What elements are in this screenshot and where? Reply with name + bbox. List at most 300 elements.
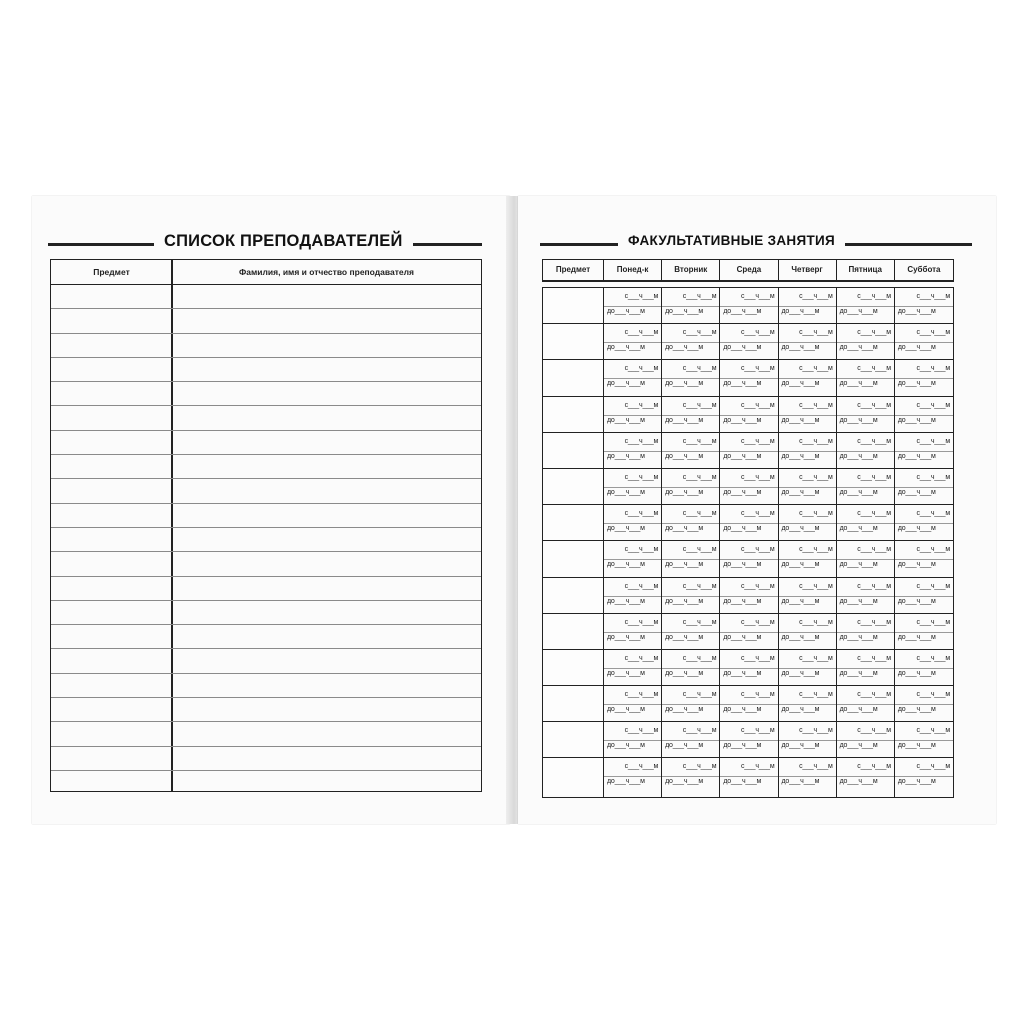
time-from-label: с___ч___м bbox=[740, 293, 775, 300]
day-column-thursday bbox=[779, 288, 837, 797]
time-divider bbox=[720, 559, 777, 560]
time-divider bbox=[779, 596, 836, 597]
time-to-label: до___ч___м bbox=[839, 706, 878, 714]
time-from-label: с___ч___м bbox=[682, 473, 717, 481]
time-divider bbox=[604, 559, 661, 560]
time-to-label: до___ч___м bbox=[607, 525, 645, 533]
time-cell bbox=[837, 722, 894, 758]
time-divider bbox=[779, 559, 836, 560]
time-from-label: с___ч___м bbox=[799, 582, 833, 590]
time-to-label: до___ч___м bbox=[839, 488, 878, 496]
time-divider bbox=[837, 632, 894, 633]
time-divider bbox=[720, 632, 777, 633]
time-from-label: с___ч___м bbox=[624, 654, 659, 662]
time-cell bbox=[779, 758, 836, 794]
time-from-label: с___ч___м bbox=[857, 546, 891, 554]
time-from-label: с___ч___м bbox=[624, 582, 659, 590]
time-cell bbox=[895, 360, 953, 396]
time-to-label: до___ч___м bbox=[897, 597, 936, 605]
table-row bbox=[51, 577, 481, 601]
time-divider bbox=[837, 342, 894, 343]
time-to-label: до___ч___м bbox=[839, 669, 878, 677]
table-row bbox=[51, 358, 481, 382]
time-from-label: с___ч___м bbox=[799, 473, 833, 481]
time-divider bbox=[604, 632, 661, 633]
time-cell bbox=[837, 397, 894, 433]
time-divider bbox=[604, 487, 661, 488]
time-divider bbox=[604, 378, 661, 379]
time-from-label: с___ч___м bbox=[682, 510, 717, 518]
time-divider bbox=[895, 559, 953, 560]
time-from-label: с___ч___м bbox=[682, 437, 717, 445]
time-to-label: до___ч___м bbox=[665, 669, 703, 677]
time-divider bbox=[779, 487, 836, 488]
time-to-label: до___ч___м bbox=[665, 380, 703, 388]
time-to-label: до___ч___м bbox=[897, 633, 936, 641]
time-cell bbox=[720, 288, 777, 324]
time-divider bbox=[779, 415, 836, 416]
table-row bbox=[51, 674, 481, 698]
time-from-label: с___ч___м bbox=[740, 654, 775, 662]
time-from-label: с___ч___м bbox=[916, 401, 950, 409]
time-to-label: до___ч___м bbox=[665, 597, 703, 605]
time-from-label: с___ч___м bbox=[857, 582, 891, 590]
time-cell bbox=[662, 469, 719, 505]
time-cell bbox=[779, 469, 836, 505]
notebook-spread bbox=[32, 196, 996, 824]
time-cell bbox=[895, 722, 953, 758]
subject-cell bbox=[543, 360, 603, 396]
time-from-label: с___ч___м bbox=[857, 401, 891, 409]
time-to-label: до___ч___м bbox=[723, 706, 762, 714]
time-to-label: до___ч___м bbox=[781, 561, 820, 569]
time-divider bbox=[779, 306, 836, 307]
time-from-label: с___ч___м bbox=[740, 510, 775, 518]
time-cell bbox=[604, 758, 661, 794]
time-divider bbox=[895, 451, 953, 452]
time-cell bbox=[604, 397, 661, 433]
time-cell bbox=[604, 541, 661, 577]
time-to-label: до___ч___м bbox=[665, 561, 703, 569]
time-from-label: с___ч___м bbox=[857, 437, 891, 445]
time-from-label: с___ч___м bbox=[682, 727, 717, 735]
time-divider bbox=[779, 523, 836, 524]
electives-table-header bbox=[542, 259, 954, 282]
time-cell bbox=[895, 324, 953, 360]
subject-column bbox=[543, 288, 604, 797]
time-cell bbox=[604, 288, 661, 324]
time-to-label: до___ч___м bbox=[781, 344, 820, 352]
column-header-tuesday: Вторник bbox=[662, 260, 720, 281]
time-divider bbox=[779, 451, 836, 452]
time-divider bbox=[779, 632, 836, 633]
table-row bbox=[51, 601, 481, 625]
time-divider bbox=[895, 487, 953, 488]
time-cell bbox=[662, 541, 719, 577]
time-from-label: с___ч___м bbox=[916, 293, 950, 300]
time-divider bbox=[837, 704, 894, 705]
time-divider bbox=[837, 306, 894, 307]
time-cell bbox=[720, 541, 777, 577]
time-to-label: до___ч___м bbox=[839, 561, 878, 569]
time-divider bbox=[604, 668, 661, 669]
time-cell bbox=[662, 578, 719, 614]
time-divider bbox=[604, 740, 661, 741]
time-cell bbox=[662, 614, 719, 650]
day-column-friday bbox=[837, 288, 895, 797]
time-divider bbox=[779, 378, 836, 379]
time-divider bbox=[837, 487, 894, 488]
time-from-label: с___ч___м bbox=[916, 691, 950, 699]
time-to-label: до___ч___м bbox=[723, 308, 762, 315]
time-divider bbox=[779, 342, 836, 343]
time-divider bbox=[837, 668, 894, 669]
time-divider bbox=[837, 740, 894, 741]
time-divider bbox=[662, 306, 719, 307]
time-to-label: до___ч___м bbox=[897, 380, 936, 388]
time-from-label: с___ч___м bbox=[799, 546, 833, 554]
time-to-label: до___ч___м bbox=[781, 742, 820, 750]
table-row bbox=[51, 479, 481, 503]
time-cell bbox=[604, 650, 661, 686]
time-from-label: с___ч___м bbox=[799, 763, 833, 771]
time-to-label: до___ч___м bbox=[607, 488, 645, 496]
table-row bbox=[51, 771, 481, 795]
time-cell bbox=[837, 288, 894, 324]
time-cell bbox=[837, 541, 894, 577]
time-cell bbox=[779, 324, 836, 360]
time-cell bbox=[604, 578, 661, 614]
time-from-label: с___ч___м bbox=[799, 329, 833, 337]
time-to-label: до___ч___м bbox=[607, 633, 645, 641]
day-column-wednesday bbox=[720, 288, 778, 797]
time-to-label: до___ч___м bbox=[839, 742, 878, 750]
time-to-label: до___ч___м bbox=[897, 416, 936, 424]
time-to-label: до___ч___м bbox=[839, 308, 878, 315]
time-to-label: до___ч___м bbox=[607, 380, 645, 388]
time-divider bbox=[720, 740, 777, 741]
time-from-label: с___ч___м bbox=[624, 437, 659, 445]
time-divider bbox=[720, 523, 777, 524]
time-from-label: с___ч___м bbox=[857, 473, 891, 481]
time-cell bbox=[604, 324, 661, 360]
time-divider bbox=[662, 342, 719, 343]
time-divider bbox=[604, 776, 661, 777]
time-from-label: с___ч___м bbox=[740, 582, 775, 590]
time-cell bbox=[720, 758, 777, 794]
day-column-monday bbox=[604, 288, 662, 797]
time-cell bbox=[720, 433, 777, 469]
time-cell bbox=[837, 505, 894, 541]
time-divider bbox=[779, 704, 836, 705]
time-divider bbox=[895, 668, 953, 669]
time-from-label: с___ч___м bbox=[916, 510, 950, 518]
time-from-label: с___ч___м bbox=[799, 293, 833, 300]
time-cell bbox=[895, 541, 953, 577]
table-row bbox=[51, 552, 481, 576]
time-from-label: с___ч___м bbox=[916, 727, 950, 735]
time-divider bbox=[662, 451, 719, 452]
table-row bbox=[51, 285, 481, 309]
time-divider bbox=[895, 342, 953, 343]
time-divider bbox=[662, 596, 719, 597]
time-cell bbox=[779, 614, 836, 650]
time-to-label: до___ч___м bbox=[607, 597, 645, 605]
time-from-label: с___ч___м bbox=[682, 691, 717, 699]
time-to-label: до___ч___м bbox=[897, 452, 936, 460]
time-to-label: до___ч___м bbox=[897, 344, 936, 352]
time-divider bbox=[604, 451, 661, 452]
time-from-label: с___ч___м bbox=[740, 365, 775, 373]
time-divider bbox=[720, 596, 777, 597]
teachers-table bbox=[50, 259, 482, 792]
subject-cell bbox=[543, 578, 603, 614]
time-to-label: до___ч___м bbox=[839, 380, 878, 388]
time-divider bbox=[662, 776, 719, 777]
time-to-label: до___ч___м bbox=[665, 525, 703, 533]
time-to-label: до___ч___м bbox=[897, 706, 936, 714]
time-divider bbox=[779, 776, 836, 777]
time-cell bbox=[662, 686, 719, 722]
time-from-label: с___ч___м bbox=[740, 473, 775, 481]
teachers-table-rows bbox=[51, 285, 481, 791]
table-row bbox=[51, 504, 481, 528]
table-row bbox=[51, 722, 481, 746]
right-page-title: ФАКУЛЬТАТИВНЫЕ ЗАНЯТИЯ bbox=[618, 233, 845, 248]
time-cell bbox=[837, 469, 894, 505]
time-to-label: до___ч___м bbox=[665, 778, 703, 786]
time-from-label: с___ч___м bbox=[857, 293, 891, 300]
time-cell bbox=[895, 614, 953, 650]
time-from-label: с___ч___м bbox=[624, 365, 659, 373]
time-cell bbox=[662, 324, 719, 360]
time-from-label: с___ч___м bbox=[799, 618, 833, 626]
time-to-label: до___ч___м bbox=[781, 633, 820, 641]
subject-cell bbox=[543, 758, 603, 794]
subject-cell bbox=[543, 469, 603, 505]
time-from-label: с___ч___м bbox=[740, 546, 775, 554]
time-cell bbox=[837, 324, 894, 360]
time-divider bbox=[720, 378, 777, 379]
time-cell bbox=[779, 722, 836, 758]
time-from-label: с___ч___м bbox=[624, 618, 659, 626]
time-cell bbox=[604, 722, 661, 758]
subject-cell bbox=[543, 433, 603, 469]
time-to-label: до___ч___м bbox=[781, 308, 820, 315]
column-header-friday: Пятница bbox=[837, 260, 895, 281]
time-to-label: до___ч___м bbox=[607, 344, 645, 352]
time-from-label: с___ч___м bbox=[916, 365, 950, 373]
time-from-label: с___ч___м bbox=[682, 654, 717, 662]
time-divider bbox=[720, 415, 777, 416]
time-divider bbox=[837, 776, 894, 777]
time-cell bbox=[604, 433, 661, 469]
time-cell bbox=[779, 578, 836, 614]
time-to-label: до___ч___м bbox=[665, 488, 703, 496]
time-from-label: с___ч___м bbox=[916, 654, 950, 662]
time-cell bbox=[604, 505, 661, 541]
time-divider bbox=[720, 306, 777, 307]
time-divider bbox=[720, 704, 777, 705]
time-from-label: с___ч___м bbox=[799, 727, 833, 735]
time-from-label: с___ч___м bbox=[857, 691, 891, 699]
time-to-label: до___ч___м bbox=[723, 633, 762, 641]
time-to-label: до___ч___м bbox=[665, 706, 703, 714]
time-divider bbox=[720, 342, 777, 343]
time-cell bbox=[720, 650, 777, 686]
time-divider bbox=[779, 668, 836, 669]
time-from-label: с___ч___м bbox=[740, 691, 775, 699]
time-from-label: с___ч___м bbox=[740, 763, 775, 771]
day-column-saturday bbox=[895, 288, 953, 797]
time-divider bbox=[720, 776, 777, 777]
time-cell bbox=[895, 433, 953, 469]
time-from-label: с___ч___м bbox=[799, 365, 833, 373]
time-from-label: с___ч___м bbox=[740, 618, 775, 626]
time-to-label: до___ч___м bbox=[781, 706, 820, 714]
table-row bbox=[51, 382, 481, 406]
time-cell bbox=[720, 505, 777, 541]
time-divider bbox=[720, 668, 777, 669]
time-to-label: до___ч___м bbox=[723, 488, 762, 496]
time-to-label: до___ч___м bbox=[839, 416, 878, 424]
table-row bbox=[51, 698, 481, 722]
time-from-label: с___ч___м bbox=[799, 510, 833, 518]
time-divider bbox=[895, 378, 953, 379]
time-cell bbox=[604, 360, 661, 396]
time-from-label: с___ч___м bbox=[857, 329, 891, 337]
time-to-label: до___ч___м bbox=[723, 742, 762, 750]
time-to-label: до___ч___м bbox=[607, 308, 645, 315]
time-cell bbox=[779, 288, 836, 324]
time-divider bbox=[662, 632, 719, 633]
time-to-label: до___ч___м bbox=[723, 380, 762, 388]
time-to-label: до___ч___м bbox=[839, 633, 878, 641]
subject-cell bbox=[543, 614, 603, 650]
time-from-label: с___ч___м bbox=[857, 510, 891, 518]
time-to-label: до___ч___м bbox=[781, 488, 820, 496]
time-divider bbox=[604, 306, 661, 307]
time-to-label: до___ч___м bbox=[839, 344, 878, 352]
time-to-label: до___ч___м bbox=[723, 344, 762, 352]
time-to-label: до___ч___м bbox=[897, 669, 936, 677]
time-to-label: до___ч___м bbox=[723, 416, 762, 424]
time-to-label: до___ч___м bbox=[781, 778, 820, 786]
time-to-label: до___ч___м bbox=[781, 669, 820, 677]
time-cell bbox=[720, 324, 777, 360]
time-cell bbox=[895, 288, 953, 324]
time-from-label: с___ч___м bbox=[624, 727, 659, 735]
time-to-label: до___ч___м bbox=[665, 416, 703, 424]
subject-cell bbox=[543, 288, 603, 324]
time-cell bbox=[662, 433, 719, 469]
time-to-label: до___ч___м bbox=[897, 561, 936, 569]
subject-cell bbox=[543, 722, 603, 758]
time-from-label: с___ч___м bbox=[740, 437, 775, 445]
time-cell bbox=[837, 360, 894, 396]
time-to-label: до___ч___м bbox=[897, 525, 936, 533]
time-divider bbox=[604, 523, 661, 524]
time-from-label: с___ч___м bbox=[916, 473, 950, 481]
time-from-label: с___ч___м bbox=[740, 401, 775, 409]
time-to-label: до___ч___м bbox=[781, 597, 820, 605]
column-header-wednesday: Среда bbox=[720, 260, 778, 281]
time-to-label: до___ч___м bbox=[897, 488, 936, 496]
day-column-tuesday bbox=[662, 288, 720, 797]
time-divider bbox=[662, 523, 719, 524]
time-to-label: до___ч___м bbox=[839, 778, 878, 786]
time-divider bbox=[662, 704, 719, 705]
time-from-label: с___ч___м bbox=[682, 365, 717, 373]
time-divider bbox=[895, 776, 953, 777]
time-divider bbox=[662, 487, 719, 488]
time-divider bbox=[837, 378, 894, 379]
electives-table-body bbox=[542, 287, 954, 798]
time-from-label: с___ч___м bbox=[799, 691, 833, 699]
time-to-label: до___ч___м bbox=[897, 778, 936, 786]
time-cell bbox=[895, 469, 953, 505]
time-from-label: с___ч___м bbox=[682, 293, 717, 300]
time-cell bbox=[779, 686, 836, 722]
time-from-label: с___ч___м bbox=[857, 727, 891, 735]
time-divider bbox=[837, 559, 894, 560]
time-to-label: до___ч___м bbox=[723, 597, 762, 605]
time-cell bbox=[779, 360, 836, 396]
time-divider bbox=[895, 415, 953, 416]
time-to-label: до___ч___м bbox=[607, 742, 645, 750]
time-from-label: с___ч___м bbox=[624, 691, 659, 699]
time-to-label: до___ч___м bbox=[723, 669, 762, 677]
time-cell bbox=[837, 433, 894, 469]
time-to-label: до___ч___м bbox=[781, 416, 820, 424]
time-cell bbox=[779, 433, 836, 469]
time-divider bbox=[837, 451, 894, 452]
time-cell bbox=[662, 650, 719, 686]
time-cell bbox=[779, 650, 836, 686]
table-row bbox=[51, 747, 481, 771]
table-row bbox=[51, 649, 481, 673]
time-cell bbox=[779, 505, 836, 541]
column-header-subject: Предмет bbox=[543, 260, 604, 281]
table-row bbox=[51, 528, 481, 552]
time-cell bbox=[720, 360, 777, 396]
time-from-label: с___ч___м bbox=[624, 546, 659, 554]
time-cell bbox=[662, 722, 719, 758]
time-divider bbox=[604, 596, 661, 597]
time-cell bbox=[604, 686, 661, 722]
time-from-label: с___ч___м bbox=[624, 510, 659, 518]
time-from-label: с___ч___м bbox=[916, 329, 950, 337]
right-page-heading bbox=[540, 232, 972, 252]
time-to-label: до___ч___м bbox=[897, 308, 936, 315]
time-cell bbox=[720, 469, 777, 505]
time-cell bbox=[720, 686, 777, 722]
time-to-label: до___ч___м bbox=[607, 778, 645, 786]
time-to-label: до___ч___м bbox=[607, 452, 645, 460]
time-divider bbox=[895, 523, 953, 524]
time-divider bbox=[895, 740, 953, 741]
time-from-label: с___ч___м bbox=[857, 618, 891, 626]
time-to-label: до___ч___м bbox=[665, 633, 703, 641]
time-divider bbox=[779, 740, 836, 741]
time-cell bbox=[604, 469, 661, 505]
time-cell bbox=[895, 686, 953, 722]
time-cell bbox=[779, 541, 836, 577]
time-to-label: до___ч___м bbox=[723, 525, 762, 533]
subject-cell bbox=[543, 686, 603, 722]
time-from-label: с___ч___м bbox=[624, 763, 659, 771]
left-page bbox=[32, 196, 510, 824]
